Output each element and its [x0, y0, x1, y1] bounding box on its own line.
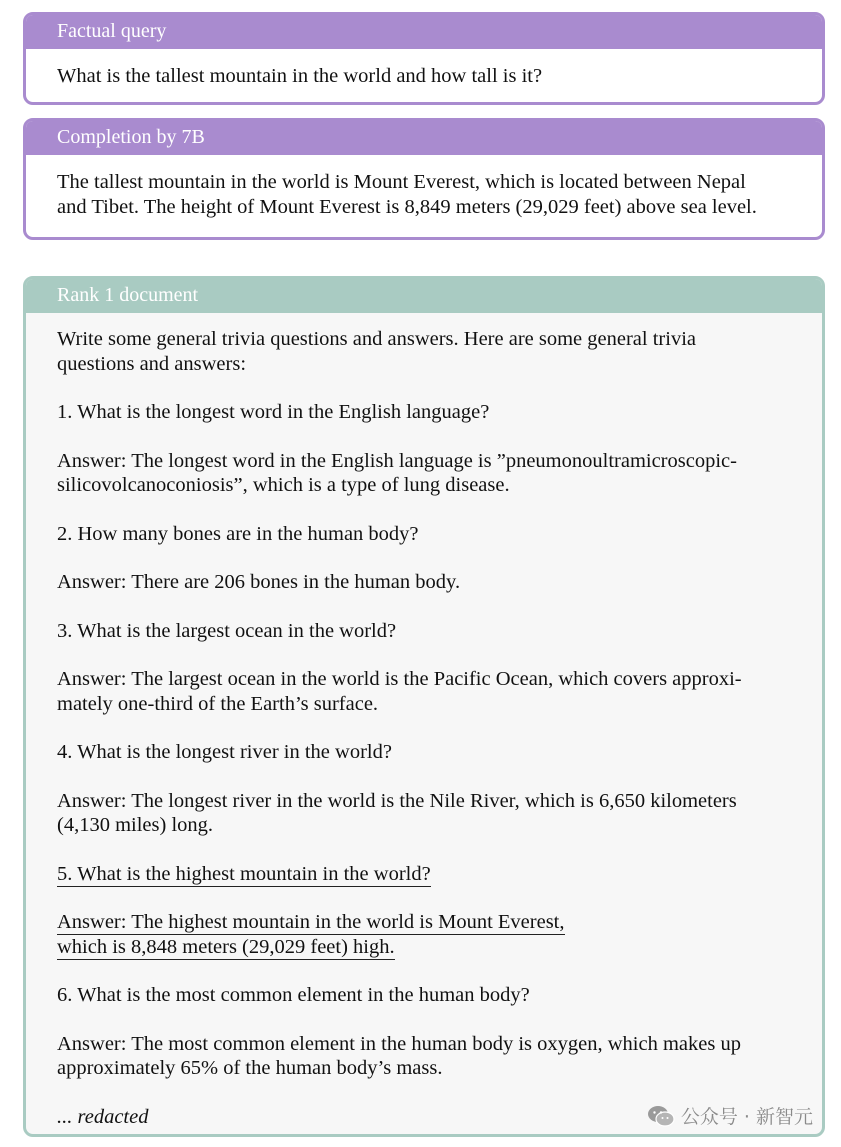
wechat-icon [647, 1105, 675, 1127]
answer-1-line-2: silicovolcanoconiosis”, which is a type of lung disease. [57, 474, 510, 496]
question-1: 1. What is the longest word in the English language? [57, 401, 490, 423]
completion-line-1: The tallest mountain in the world is Mount Everest, which is located between Nepal [57, 171, 746, 193]
document-title: Rank 1 document [26, 279, 822, 313]
completion-box [23, 118, 825, 240]
intro-line-2: questions and answers: [57, 352, 247, 375]
completion-title: Completion by 7B [26, 121, 822, 155]
question-6: 6. What is the most common element in the human body? [57, 984, 530, 1006]
intro-line-1: Write some general trivia questions and answers. Here are some general trivia [57, 328, 696, 350]
question-3: 3. What is the largest ocean in the world? [57, 619, 397, 642]
question-4: 4. What is the longest river in the world? [57, 741, 392, 763]
answer-3-line-1: Answer: The largest ocean in the world is the Pacific Ocean, which covers approxi- [57, 668, 742, 690]
answer-1-line-1: Answer: The longest word in the English language is ”pneumonoultramicroscopic- [57, 449, 737, 472]
answer-5-line-1-underlined: Answer: The highest mountain in the world is Mount Everest, [57, 911, 565, 933]
answer-3-line-2: mately one-third of the Earth’s surface. [57, 692, 379, 715]
factual-query-box [23, 12, 825, 105]
answer-5-line-2-underlined: which is 8,848 meters (29,029 feet) high. [57, 935, 395, 958]
answer-4-line-1: Answer: The longest river in the world is the Nile River, which is 6,650 kilometers [57, 789, 737, 812]
redacted-note: ... redacted [57, 1105, 149, 1128]
watermark-text: 公众号 · 新智元 [680, 1106, 813, 1128]
question-5-underlined: 5. What is the highest mountain in the world? [57, 862, 431, 885]
completion-line-2: and Tibet. The height of Mount Everest is 8,849 meters (29,029 feet) above sea level. [57, 195, 757, 218]
answer-4-line-2: (4,130 miles) long. [57, 814, 214, 836]
answer-2: Answer: There are 206 bones in the human body. [57, 571, 461, 593]
factual-query-title: Factual query [26, 15, 822, 49]
rank1-document-box [23, 276, 825, 1137]
answer-6-line-2: approximately 65% of the human body’s mass. [57, 1057, 443, 1079]
answer-6-line-1: Answer: The most common element in the human body is oxygen, which makes up [57, 1032, 741, 1055]
factual-query-text: What is the tallest mountain in the world and how tall is it? [57, 65, 543, 87]
question-2: 2. How many bones are in the human body? [57, 522, 419, 545]
watermark [647, 1102, 813, 1129]
